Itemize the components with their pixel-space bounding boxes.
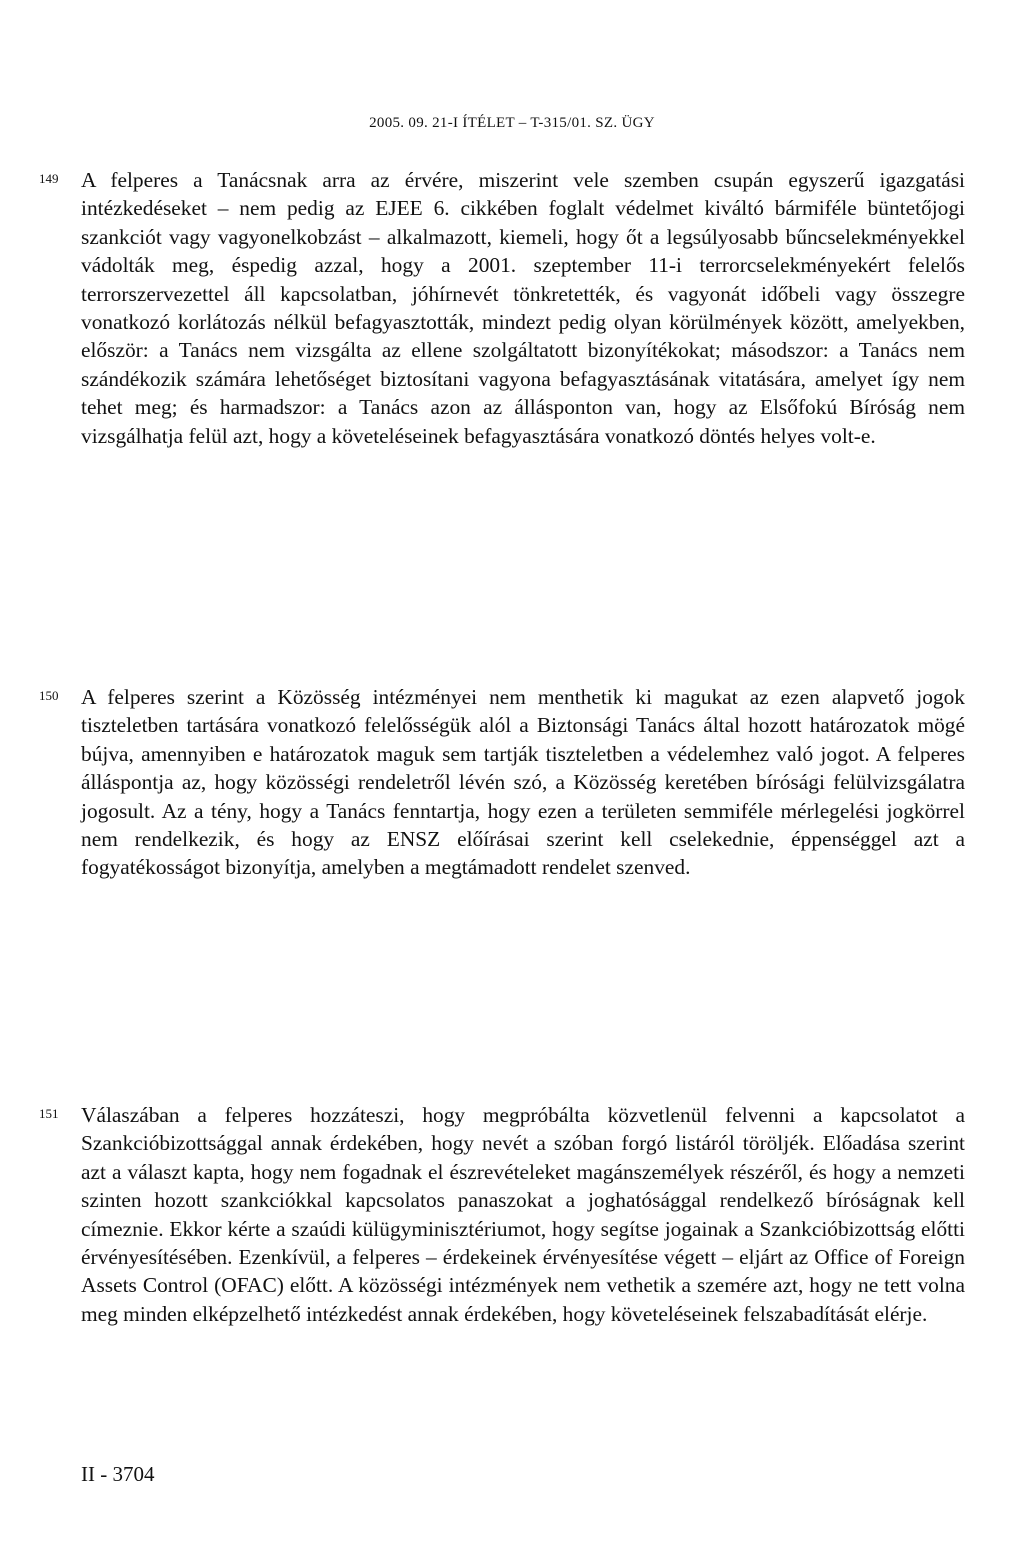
paragraph-text: Válaszában a felperes hozzáteszi, hogy megpróbálta közvetlenül felvenni a kapcsolatot a Szankcióbizottsággal annak érdekében, hogy nevét a szóban forgó listáról töröljék. Előadása szerint azt a választ kapta, hogy nem fogadnak el észrevételeket magánszemélyek részéről, és hogy a nemzeti szinten hozott szankciókkal kapcsolatos panaszokat a joghatósággal rendelkező bíróságnak kell címeznie. Ekkor kérte a szaúdi külügyminisztériumot, hogy segítse jogainak a Szankcióbizottság előtti érvényesítésében. Ezenkívül, a felperes – érdekeinek érvényesítése végett – eljárt az Office of Foreign Assets Control (OFAC) előtt. A közösségi intézmények nem vethetik a szemére azt, hogy ne tett volna meg minden elképzelhető intézkedést annak érdekében, hogy követeléseinek felszabadítását elérje. [81, 1103, 965, 1326]
paragraph-number: 150 [39, 688, 59, 703]
page-number: II - 3704 [81, 1462, 155, 1486]
paragraph-150 [39, 683, 965, 882]
paragraph-text: A felperes a Tanácsnak arra az érvére, miszerint vele szemben csupán egyszerű igazgatási intézkedéseket – nem pedig az EJEE 6. cikkében foglalt védelmet kiváltó bármiféle büntetőjogi szankciót vagy vagyonelkobzást – alkalmazott, kiemeli, hogy őt a legsúlyosabb bűncselekményekkel vádolták meg, éspedig azzal, hogy a 2001. szeptember 11-i terrorcselekményekért felelős terrorszervezettel áll kapcsolatban, jóhírnevét tönkretették, és vagyonát időbeli vagy összegre vonatkozó korlátozás nélkül befagyasztották, mindezt pedig olyan körülmények között, amelyekben, először: a Tanács nem vizsgálta az ellene szolgáltatott bizonyítékokat; másodszor: a Tanács nem szándékozik számára lehetőséget biztosítani vagyona befagyasztásának vitatására, amelyet így nem tehet meg; és harmadszor: a Tanács azon az állásponton van, hogy az Elsőfokú Bíróság nem vizsgálhatja felül azt, hogy a követeléseinek befagyasztására vonatkozó döntés helyes volt-e. [81, 168, 965, 448]
paragraph-number: 149 [39, 171, 59, 186]
running-header: 2005. 09. 21-I ÍTÉLET – T-315/01. SZ. ÜGY [369, 115, 655, 131]
paragraph-number: 151 [39, 1106, 59, 1121]
paragraph-149 [39, 166, 965, 450]
paragraph-151 [39, 1101, 965, 1328]
paragraph-text: A felperes szerint a Közösség intézményei nem menthetik ki magukat az ezen alapvető jogok tiszteletben tartására vonatkozó felelősségük alól a Biztonsági Tanács által hozott határozatok mögé bújva, amennyiben e határozatok maguk sem tartják tiszteletben a védelemhez való jogot. A felperes álláspontja az, hogy közösségi rendeletről lévén szó, a Közösség keretében bírósági felülvizsgálatra jogosult. Az a tény, hogy a Tanács fenntartja, hogy ezen a területen semmiféle mérlegelési jogkörrel nem rendelkezik, és hogy az ENSZ előírásai szerint kell cselekednie, éppenséggel azt a fogyatékosságot bizonyítja, amelyben a megtámadott rendelet szenved. [81, 685, 965, 880]
